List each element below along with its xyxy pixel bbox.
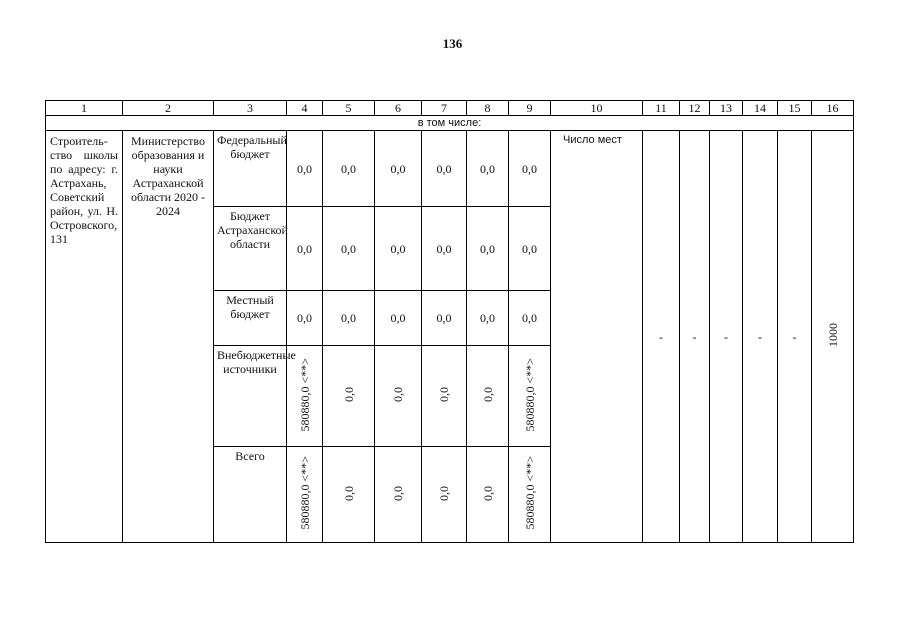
value-text: 0,0 (480, 485, 495, 501)
program-table (45, 100, 854, 543)
funding-source: Федеральный бюджет (214, 131, 287, 207)
value-cell: 0,0 (467, 131, 509, 207)
value-text: 0,0 (391, 387, 405, 402)
value-text: 0,0 (391, 485, 405, 501)
value-cell: 0,0 (375, 207, 422, 291)
value-cell (509, 447, 551, 543)
col-number: 10 (551, 101, 643, 116)
funding-source: Бюджет Астраханской области (214, 207, 287, 291)
funding-source: Всего (214, 447, 287, 543)
col-number: 5 (323, 101, 375, 116)
subheader-row (46, 116, 854, 131)
value-text: 0,0 (341, 485, 356, 501)
value-cell: 0,0 (467, 291, 509, 346)
subheader-including: в том числе: (46, 116, 854, 131)
funding-source: Внебюджетные источники (214, 346, 287, 447)
value-cell (509, 346, 551, 447)
dash-cell: - (710, 131, 743, 543)
dash-cell: - (743, 131, 778, 543)
value-text: 580880,0 <**> (297, 357, 312, 432)
col-number: 15 (778, 101, 812, 116)
value-cell (287, 447, 323, 543)
value-cell: 0,0 (422, 131, 467, 207)
indicator-value-cell (812, 131, 854, 543)
dash-cell: - (643, 131, 680, 543)
indicator-name: Число мест (551, 131, 643, 543)
col-number: 3 (214, 101, 287, 116)
value-cell: 0,0 (422, 291, 467, 346)
col-number: 1 (46, 101, 123, 116)
executor-and-period: Министерство образования и науки Астраханской области 2020 - 2024 (123, 131, 214, 543)
col-number: 14 (743, 101, 778, 116)
dash-cell: - (680, 131, 710, 543)
value-cell: 0,0 (375, 291, 422, 346)
value-cell (467, 447, 509, 543)
col-number: 13 (710, 101, 743, 116)
value-cell: 0,0 (287, 207, 323, 291)
value-cell (323, 447, 375, 543)
value-cell (375, 346, 422, 447)
col-number: 12 (680, 101, 710, 116)
value-cell: 0,0 (323, 207, 375, 291)
col-number: 2 (123, 101, 214, 116)
col-number: 4 (287, 101, 323, 116)
table-row (46, 131, 854, 207)
value-cell: 0,0 (509, 131, 551, 207)
value-text: 0,0 (437, 485, 451, 501)
col-number: 11 (643, 101, 680, 116)
indicator-value: 1000 (825, 323, 840, 347)
value-cell: 0,0 (375, 131, 422, 207)
value-cell: 0,0 (422, 207, 467, 291)
value-cell: 0,0 (287, 291, 323, 346)
value-cell (422, 447, 467, 543)
object-description: Строитель-ство школы по адресу: г. Астрахань, Советский район, ул. Н. Островского, 131 (46, 131, 123, 543)
value-cell (375, 447, 422, 543)
value-text: 580880,0 <**> (297, 456, 312, 530)
funding-source: Местный бюджет (214, 291, 287, 346)
dash-cell: - (778, 131, 812, 543)
value-text: 0,0 (480, 387, 495, 402)
value-cell: 0,0 (467, 207, 509, 291)
value-cell: 0,0 (509, 207, 551, 291)
value-cell (323, 346, 375, 447)
value-cell: 0,0 (323, 131, 375, 207)
page-number: 136 (442, 36, 463, 51)
value-cell: 0,0 (323, 291, 375, 346)
value-cell (467, 346, 509, 447)
value-cell: 0,0 (509, 291, 551, 346)
value-text: 0,0 (341, 387, 356, 402)
column-numbers-row (46, 101, 854, 116)
value-cell: 0,0 (287, 131, 323, 207)
value-text: 580880,0 <**> (522, 456, 537, 530)
col-number: 9 (509, 101, 551, 116)
value-text: 0,0 (437, 387, 451, 402)
col-number: 16 (812, 101, 854, 116)
value-cell (422, 346, 467, 447)
col-number: 6 (375, 101, 422, 116)
col-number: 8 (467, 101, 509, 116)
value-text: 580880,0 <**> (522, 357, 537, 432)
col-number: 7 (422, 101, 467, 116)
